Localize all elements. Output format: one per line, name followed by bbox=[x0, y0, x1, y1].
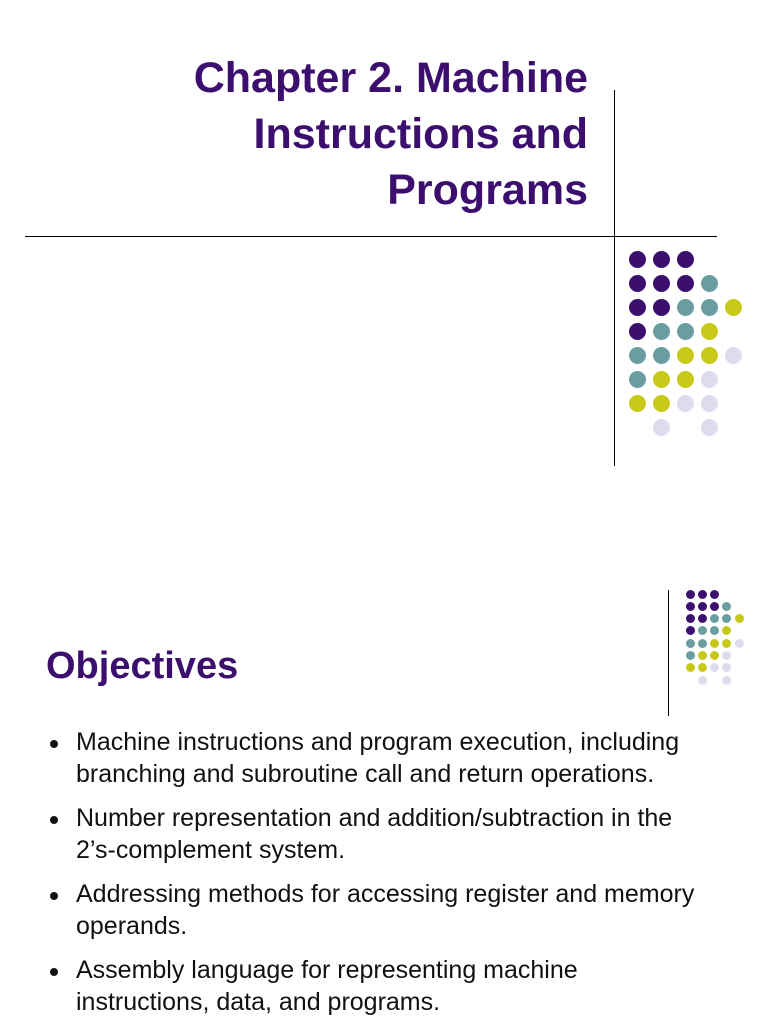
decorative-dot bbox=[735, 614, 744, 623]
objectives-title: Objectives bbox=[46, 645, 239, 687]
list-item: Addressing methods for accessing register and memory operands. bbox=[48, 878, 708, 942]
decorative-dot bbox=[710, 626, 719, 635]
decorative-dot bbox=[701, 419, 718, 436]
decorative-dot bbox=[725, 347, 742, 364]
bullet-icon bbox=[50, 740, 58, 748]
decorative-dot bbox=[629, 299, 646, 316]
decorative-dot bbox=[735, 639, 744, 648]
decorative-dot bbox=[653, 395, 670, 412]
decorative-dot bbox=[677, 323, 694, 340]
decorative-dot bbox=[722, 651, 731, 660]
decorative-dot bbox=[629, 251, 646, 268]
decorative-dot bbox=[677, 275, 694, 292]
decorative-dot bbox=[629, 395, 646, 412]
decorative-dot bbox=[686, 639, 695, 648]
vertical-divider bbox=[668, 590, 669, 716]
decorative-dot bbox=[701, 371, 718, 388]
decorative-dot bbox=[686, 590, 695, 599]
decorative-dot bbox=[722, 614, 731, 623]
decorative-dot bbox=[686, 663, 695, 672]
decorative-dot bbox=[677, 371, 694, 388]
chapter-title bbox=[68, 50, 588, 218]
decorative-dot bbox=[722, 639, 731, 648]
bullet-icon bbox=[50, 892, 58, 900]
bullet-icon bbox=[50, 968, 58, 976]
decorative-dot bbox=[698, 651, 707, 660]
vertical-divider bbox=[614, 90, 615, 466]
decorative-dot bbox=[725, 299, 742, 316]
decorative-dot bbox=[653, 323, 670, 340]
decorative-dot bbox=[653, 275, 670, 292]
title-line-1: Chapter 2. Machine bbox=[193, 54, 588, 102]
decorative-dot bbox=[710, 602, 719, 611]
decorative-dot bbox=[722, 602, 731, 611]
decorative-dot bbox=[698, 639, 707, 648]
decorative-dot bbox=[686, 651, 695, 660]
decorative-dot bbox=[677, 251, 694, 268]
title-line-2: Instructions and bbox=[253, 110, 588, 158]
decorative-dot bbox=[722, 626, 731, 635]
decorative-dot bbox=[698, 676, 707, 685]
decorative-dot bbox=[701, 299, 718, 316]
decorative-dot bbox=[710, 651, 719, 660]
decorative-dot bbox=[686, 602, 695, 611]
decorative-dot bbox=[722, 676, 731, 685]
objectives-list bbox=[48, 726, 708, 1024]
decorative-dot bbox=[698, 614, 707, 623]
decorative-dot bbox=[698, 663, 707, 672]
title-line-3: Programs bbox=[387, 166, 588, 214]
list-item: Number representation and addition/subtraction in the 2’s-complement system. bbox=[48, 802, 708, 866]
decorative-dot bbox=[686, 614, 695, 623]
slide-objectives bbox=[0, 548, 768, 1024]
decorative-dot bbox=[653, 347, 670, 364]
decorative-dot bbox=[629, 275, 646, 292]
decorative-dot bbox=[698, 626, 707, 635]
decorative-dot bbox=[722, 663, 731, 672]
decorative-dot bbox=[629, 323, 646, 340]
decorative-dot bbox=[710, 590, 719, 599]
decorative-dot bbox=[686, 626, 695, 635]
list-item: Assembly language for representing machine instructions, data, and programs. bbox=[48, 954, 708, 1018]
decorative-dot bbox=[710, 614, 719, 623]
decorative-dot bbox=[677, 347, 694, 364]
bullet-icon bbox=[50, 816, 58, 824]
decorative-dot bbox=[629, 347, 646, 364]
decorative-dot bbox=[653, 419, 670, 436]
decorative-dot bbox=[710, 663, 719, 672]
decorative-dot bbox=[677, 395, 694, 412]
decorative-dot bbox=[701, 323, 718, 340]
list-item: Machine instructions and program execution, including branching and subroutine call and return operations. bbox=[48, 726, 708, 790]
decorative-dot bbox=[698, 590, 707, 599]
decorative-dot bbox=[677, 299, 694, 316]
decorative-dot bbox=[653, 299, 670, 316]
decorative-dot bbox=[701, 395, 718, 412]
decorative-dot bbox=[653, 251, 670, 268]
decorative-dot bbox=[653, 371, 670, 388]
decorative-dot bbox=[701, 347, 718, 364]
decorative-dot bbox=[701, 275, 718, 292]
decorative-dot bbox=[629, 371, 646, 388]
decorative-dot bbox=[698, 602, 707, 611]
decorative-dot bbox=[710, 639, 719, 648]
